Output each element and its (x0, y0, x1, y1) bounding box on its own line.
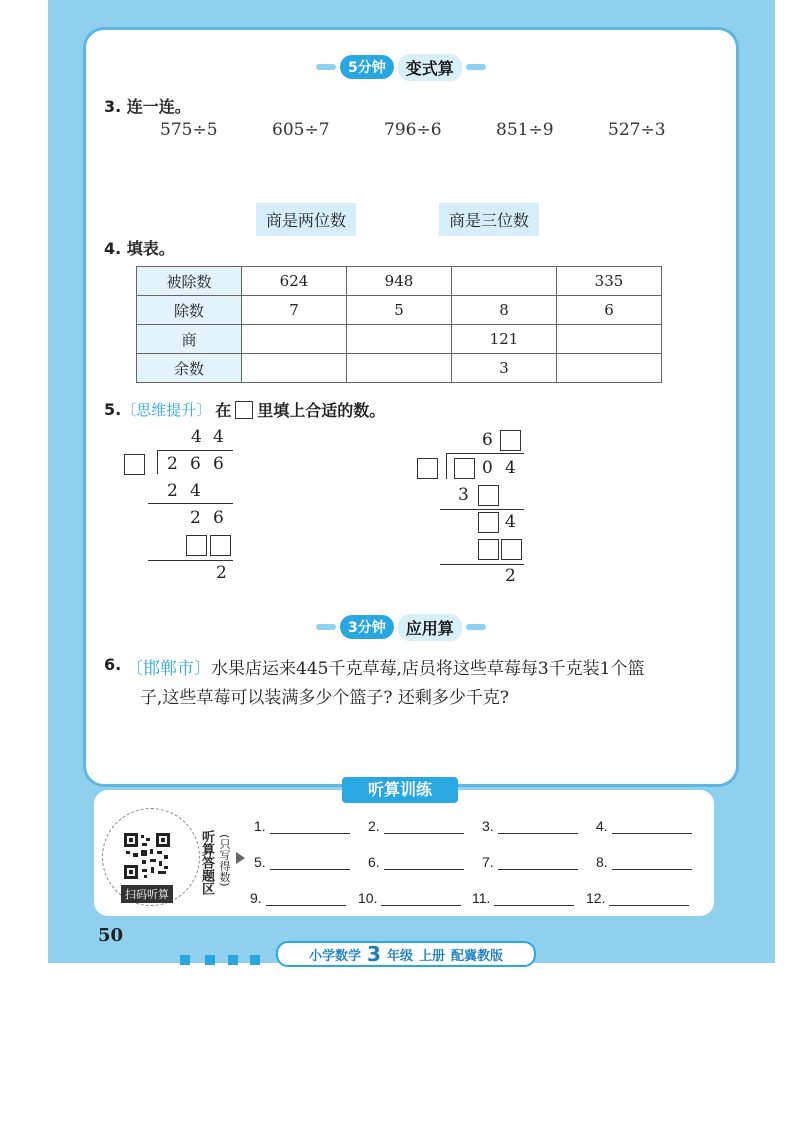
remainder-digit: 2 (505, 566, 516, 586)
decor-bar (228, 955, 238, 965)
table-cell: 948 (347, 267, 452, 296)
subtract-line (148, 503, 233, 504)
expression-1[interactable]: 575÷5 (160, 120, 218, 140)
digit-blank[interactable] (478, 485, 499, 506)
subtract-line (148, 560, 233, 561)
step-digit: 2 (167, 481, 178, 501)
table-cell: 624 (242, 267, 347, 296)
step-digit: 6 (213, 508, 224, 528)
box-symbol (235, 401, 253, 419)
book-footer (276, 941, 536, 967)
division-bracket (446, 453, 447, 479)
table-cell: 8 (452, 296, 557, 325)
answer-slot[interactable]: 2. (368, 818, 464, 834)
target-three-digit[interactable]: 商是三位数 (439, 203, 539, 236)
footer-edition: 配冀教版 (450, 948, 503, 964)
table-cell: 335 (557, 267, 662, 296)
table-cell-blank[interactable] (347, 325, 452, 354)
row-header: 商 (137, 325, 242, 354)
answer-slot[interactable]: 7. (482, 854, 578, 870)
divisor-blank[interactable] (417, 458, 438, 479)
table-cell-blank[interactable] (347, 354, 452, 383)
digit-blank[interactable] (186, 535, 207, 556)
quotient-blank[interactable] (500, 430, 521, 451)
expression-5[interactable]: 527÷3 (608, 120, 666, 140)
remainder-digit: 2 (216, 563, 227, 583)
section-header-2 (316, 615, 486, 639)
fill-table (136, 266, 662, 383)
page-number: 50 (98, 925, 124, 946)
table-cell-blank[interactable] (557, 325, 662, 354)
question-6-line-2: 子,这些草莓可以装满多少个篮子? 还剩多少千克? (140, 688, 510, 708)
table-cell-blank[interactable] (557, 354, 662, 383)
footer-subject: 小学数学 (309, 948, 362, 964)
digit-blank[interactable] (478, 539, 499, 560)
subtract-line (440, 564, 524, 565)
table-cell: 7 (242, 296, 347, 325)
answer-slot[interactable]: 3. (482, 818, 578, 834)
question-5-label (104, 398, 385, 421)
dividend-digit: 4 (505, 458, 516, 478)
decor-bar (205, 955, 215, 965)
digit-blank[interactable] (210, 535, 231, 556)
table-row (137, 296, 662, 325)
answer-slot[interactable]: 8. (596, 854, 692, 870)
table-cell: 3 (452, 354, 557, 383)
section-header-1 (316, 55, 486, 79)
dividend-digit: 6 (190, 454, 201, 474)
question-4-label: 4. 填表。 (104, 239, 175, 258)
answer-slot[interactable]: 4. (596, 818, 692, 834)
table-cell: 5 (347, 296, 452, 325)
answer-slot[interactable]: 11. (472, 890, 574, 906)
header-line-right (466, 624, 486, 630)
header-line-right (466, 64, 486, 70)
table-cell-blank[interactable] (452, 267, 557, 296)
time-badge: 3分钟 (340, 615, 394, 639)
listening-title: 听算训练 (342, 777, 458, 803)
digit-blank[interactable] (478, 512, 499, 533)
answer-slot[interactable]: 9. (250, 890, 346, 906)
step-digit: 2 (190, 508, 201, 528)
difficulty-tag: 〔思维提升〕 (121, 401, 212, 419)
question-number: 5. (104, 400, 122, 419)
table-cell-blank[interactable] (242, 354, 347, 383)
arrow-right-icon (236, 852, 245, 864)
answer-slot[interactable]: 12. (586, 890, 689, 906)
section-title: 应用算 (398, 614, 462, 641)
header-line-left (316, 64, 336, 70)
table-row (137, 267, 662, 296)
quotient-digit: 6 (482, 430, 493, 450)
table-cell: 121 (452, 325, 557, 354)
quotient-digit: 4 (191, 427, 202, 447)
decor-bar (250, 955, 260, 965)
table-cell-blank[interactable] (242, 325, 347, 354)
footer-volume: 上册 (418, 948, 445, 964)
question-6-text: 水果店运来445千克草莓,店员将这些草莓每3千克装1个篮 (211, 659, 645, 679)
section-title: 变式算 (398, 54, 462, 81)
quotient-digit: 4 (213, 427, 224, 447)
time-badge: 5分钟 (340, 55, 394, 79)
step-digit: 4 (505, 512, 516, 532)
division-bar (446, 453, 524, 454)
question-text-pre: 在 (215, 401, 232, 420)
question-text-post: 里填上合适的数。 (257, 401, 386, 420)
scan-label: 扫码听算 (121, 885, 173, 903)
answer-slot[interactable]: 5. (254, 854, 350, 870)
answer-slot[interactable]: 1. (254, 818, 350, 834)
answer-area-label: 听算答题区 (199, 830, 214, 895)
row-header: 余数 (137, 354, 242, 383)
header-line-left (316, 624, 336, 630)
qr-code-icon[interactable] (124, 833, 170, 879)
dividend-digit: 6 (213, 454, 224, 474)
subtract-line (440, 509, 524, 510)
dividend-digit: 2 (167, 454, 178, 474)
target-two-digit[interactable]: 商是两位数 (256, 203, 356, 236)
dividend-digit: 0 (482, 458, 493, 478)
expression-3[interactable]: 796÷6 (384, 120, 442, 140)
divisor-blank[interactable] (124, 454, 145, 475)
row-header: 除数 (137, 296, 242, 325)
division-bar (157, 450, 233, 451)
division-bracket (157, 450, 158, 474)
row-header: 被除数 (137, 267, 242, 296)
digit-blank[interactable] (501, 539, 522, 560)
expression-4[interactable]: 851÷9 (496, 120, 554, 140)
answer-slot[interactable]: 6. (368, 854, 464, 870)
question-3-label: 3. 连一连。 (104, 97, 191, 116)
dividend-blank[interactable] (454, 458, 475, 479)
expression-2[interactable]: 605÷7 (272, 120, 330, 140)
step-digit: 3 (458, 485, 469, 505)
answer-slot[interactable]: 10. (358, 890, 461, 906)
table-row (137, 325, 662, 354)
footer-grade-number: 3 (367, 942, 381, 966)
footer-grade: 年级 (386, 948, 413, 964)
table-cell: 6 (557, 296, 662, 325)
answer-area-note: (只写得数) (218, 834, 231, 887)
question-6-number: 6. (104, 655, 122, 674)
question-6-line-1 (126, 654, 644, 679)
step-digit: 4 (190, 481, 201, 501)
decor-bar (180, 955, 190, 965)
table-row (137, 354, 662, 383)
region-tag: 〔邯郸市〕 (126, 659, 211, 679)
